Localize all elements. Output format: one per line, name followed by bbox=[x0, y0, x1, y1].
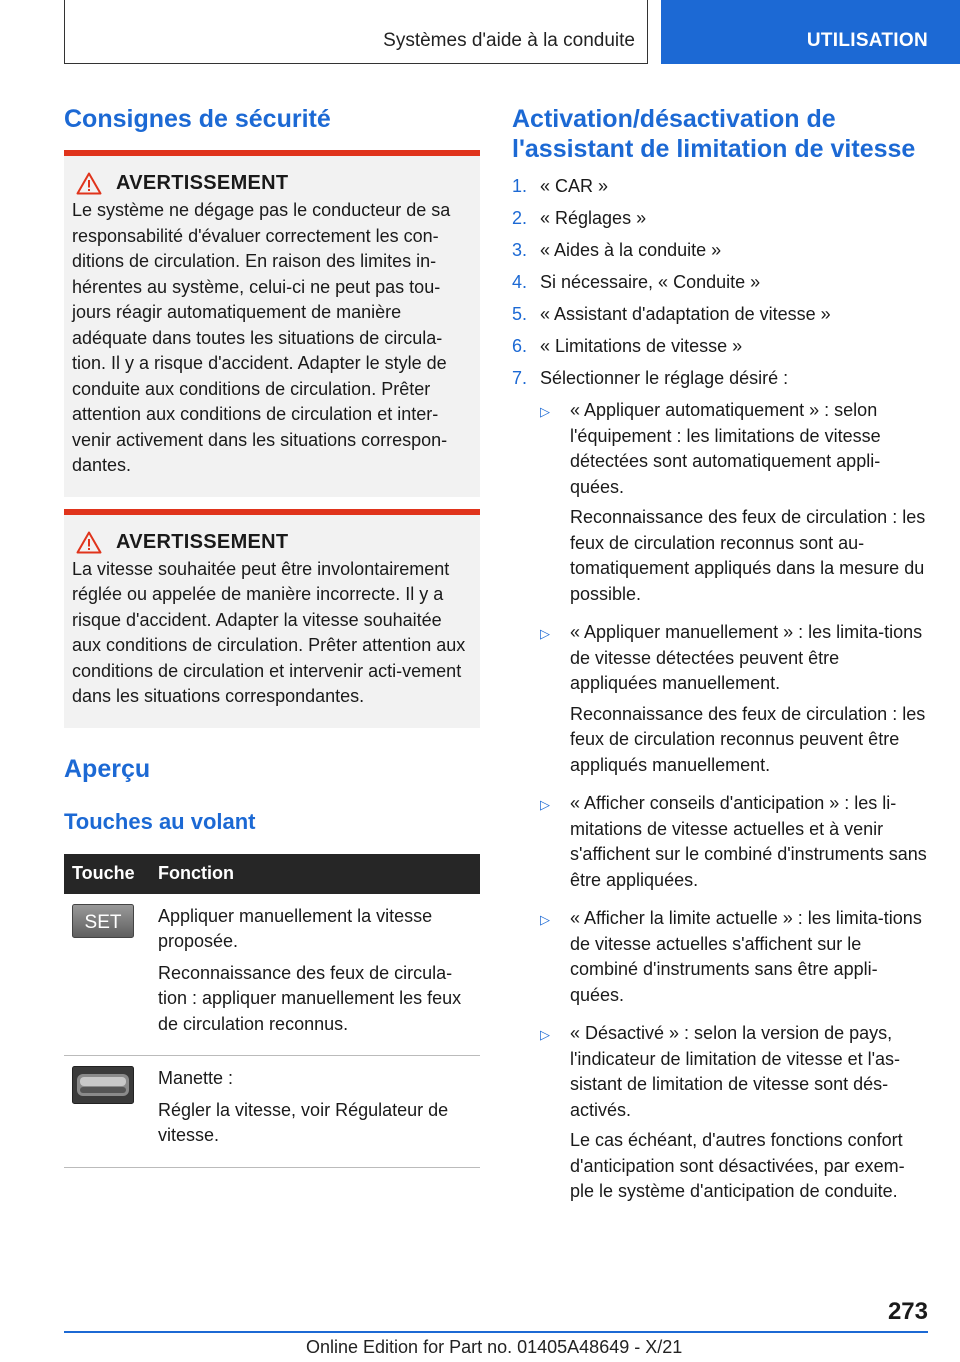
warning-box-2 bbox=[64, 509, 480, 728]
footer-divider bbox=[64, 1331, 928, 1333]
set-button-icon bbox=[72, 904, 134, 938]
left-column bbox=[64, 100, 480, 1168]
warning-title: AVERTISSEMENT bbox=[116, 172, 289, 194]
list-item: ▷ « Désactivé » : selon la version de pays, l'indicateur de limitation de vitesse et l'as-sistant de limitation de vitesse sont dés-activés. Le cas échéant, d'autres fonctions confort d'anticipation sont désactivées, par exem-ple le système d'anticipation de conduite. bbox=[540, 1021, 928, 1210]
warning-text: La vitesse souhaitée peut être involontairement réglée ou appelée de manière incorrecte. Il y a risque d'accident. Adapter la vitesse souhaitée aux conditions de circulation. Prêter attention aux conditions de circulation et intervenir acti-vement dans les situations correspondantes. bbox=[72, 558, 466, 706]
section-tab[interactable] bbox=[661, 0, 960, 64]
table-row bbox=[64, 894, 480, 1056]
warning-triangle-icon bbox=[76, 531, 102, 554]
activation-heading: Activation/désactivation de l'assistant de limitation de vitesse bbox=[512, 105, 916, 163]
list-item: ▷ « Appliquer automatiquement » : selon l'équipement : les limitations de vitesse détectées sont automatiquement appli-quées. Reconnaissance des feux de circulation : les feux de circulation reconnus sont au-tomatiquement appliqués dans la mesure du possible. bbox=[540, 398, 928, 612]
triangle-bullet-icon: ▷ bbox=[540, 912, 550, 927]
rocker-switch-icon bbox=[72, 1066, 134, 1104]
list-item: ▷ « Appliquer manuellement » : les limita-tions de vitesse détectées peuvent être appliquées manuellement. Reconnaissance des feux de circulation : les feux de circulation reconnus peuvent être appliqués manuellement. bbox=[540, 620, 928, 783]
warning-text: Le système ne dégage pas le conducteur de sa responsabilité d'évaluer correctement les con-ditions de circulation. En raison des limites in-hérentes au système, celui-ci ne peut pas tou-jours réagir automatiquement de manière adéquate dans toutes les situations de circula-tion. Il y a risque d'accident. Adapter le style de conduite aux conditions de circulation. Prêter attention aux conditions de circulation et inter-venir activement dans les situations correspon-dantes. bbox=[72, 200, 451, 475]
steps-list bbox=[512, 174, 928, 392]
buttons-table bbox=[64, 854, 480, 1168]
edition-text: Online Edition for Part no. 01405A48649 - X/21 bbox=[306, 1337, 683, 1357]
triangle-bullet-icon: ▷ bbox=[540, 1027, 550, 1042]
chapter-title: Systèmes d'aide à la conduite bbox=[383, 30, 635, 51]
function-text: Manette : bbox=[158, 1068, 234, 1088]
options-list bbox=[540, 398, 928, 1210]
page-number: 273 bbox=[887, 1298, 928, 1325]
overview-heading: Aperçu bbox=[64, 754, 151, 783]
warning-box-1 bbox=[64, 150, 480, 497]
triangle-bullet-icon: ▷ bbox=[540, 797, 550, 812]
list-item: ▷ « Afficher conseils d'anticipation » : les li-mitations de vitesse actuelles et à venir s'affichent sur le combiné d'instruments sans être appliquées. bbox=[540, 791, 928, 898]
triangle-bullet-icon: ▷ bbox=[540, 626, 550, 641]
steering-buttons-heading: Touches au volant bbox=[64, 808, 256, 834]
function-text: Appliquer manuellement la vitesse proposée. bbox=[158, 905, 433, 951]
safety-heading: Consignes de sécurité bbox=[64, 105, 331, 133]
list-item: 1. « CAR » bbox=[512, 176, 609, 196]
list-item: 5. « Assistant d'adaptation de vitesse » bbox=[512, 304, 831, 324]
list-item: 6. « Limitations de vitesse » bbox=[512, 336, 743, 356]
table-row bbox=[64, 1056, 480, 1168]
set-button-label: SET bbox=[84, 911, 122, 933]
function-text: Régler la vitesse, voir Régulateur de vitesse. bbox=[158, 1099, 449, 1145]
triangle-bullet-icon: ▷ bbox=[540, 404, 550, 419]
list-item: 4. Si nécessaire, « Conduite » bbox=[512, 272, 761, 292]
list-item: 3. « Aides à la conduite » bbox=[512, 240, 722, 260]
right-column bbox=[512, 100, 928, 1218]
function-text: Reconnaissance des feux de circula-tion : appliquer manuellement les feux de circulation reconnus. bbox=[158, 962, 462, 1034]
table-header-function: Fonction bbox=[150, 854, 480, 894]
header-chapter-box bbox=[64, 0, 648, 64]
list-item: 7. Sélectionner le réglage désiré : bbox=[512, 368, 789, 388]
list-item: ▷ « Afficher la limite actuelle » : les limita-tions de vitesse actuelles s'affichent sur le combiné d'instruments sans être appli-quées. bbox=[540, 906, 928, 1013]
warning-title: AVERTISSEMENT bbox=[116, 530, 289, 553]
section-tab-label: UTILISATION bbox=[806, 30, 928, 51]
warning-triangle-icon bbox=[76, 172, 102, 195]
list-item: 2. « Réglages » bbox=[512, 208, 647, 228]
table-header-key: Touche bbox=[64, 854, 150, 894]
